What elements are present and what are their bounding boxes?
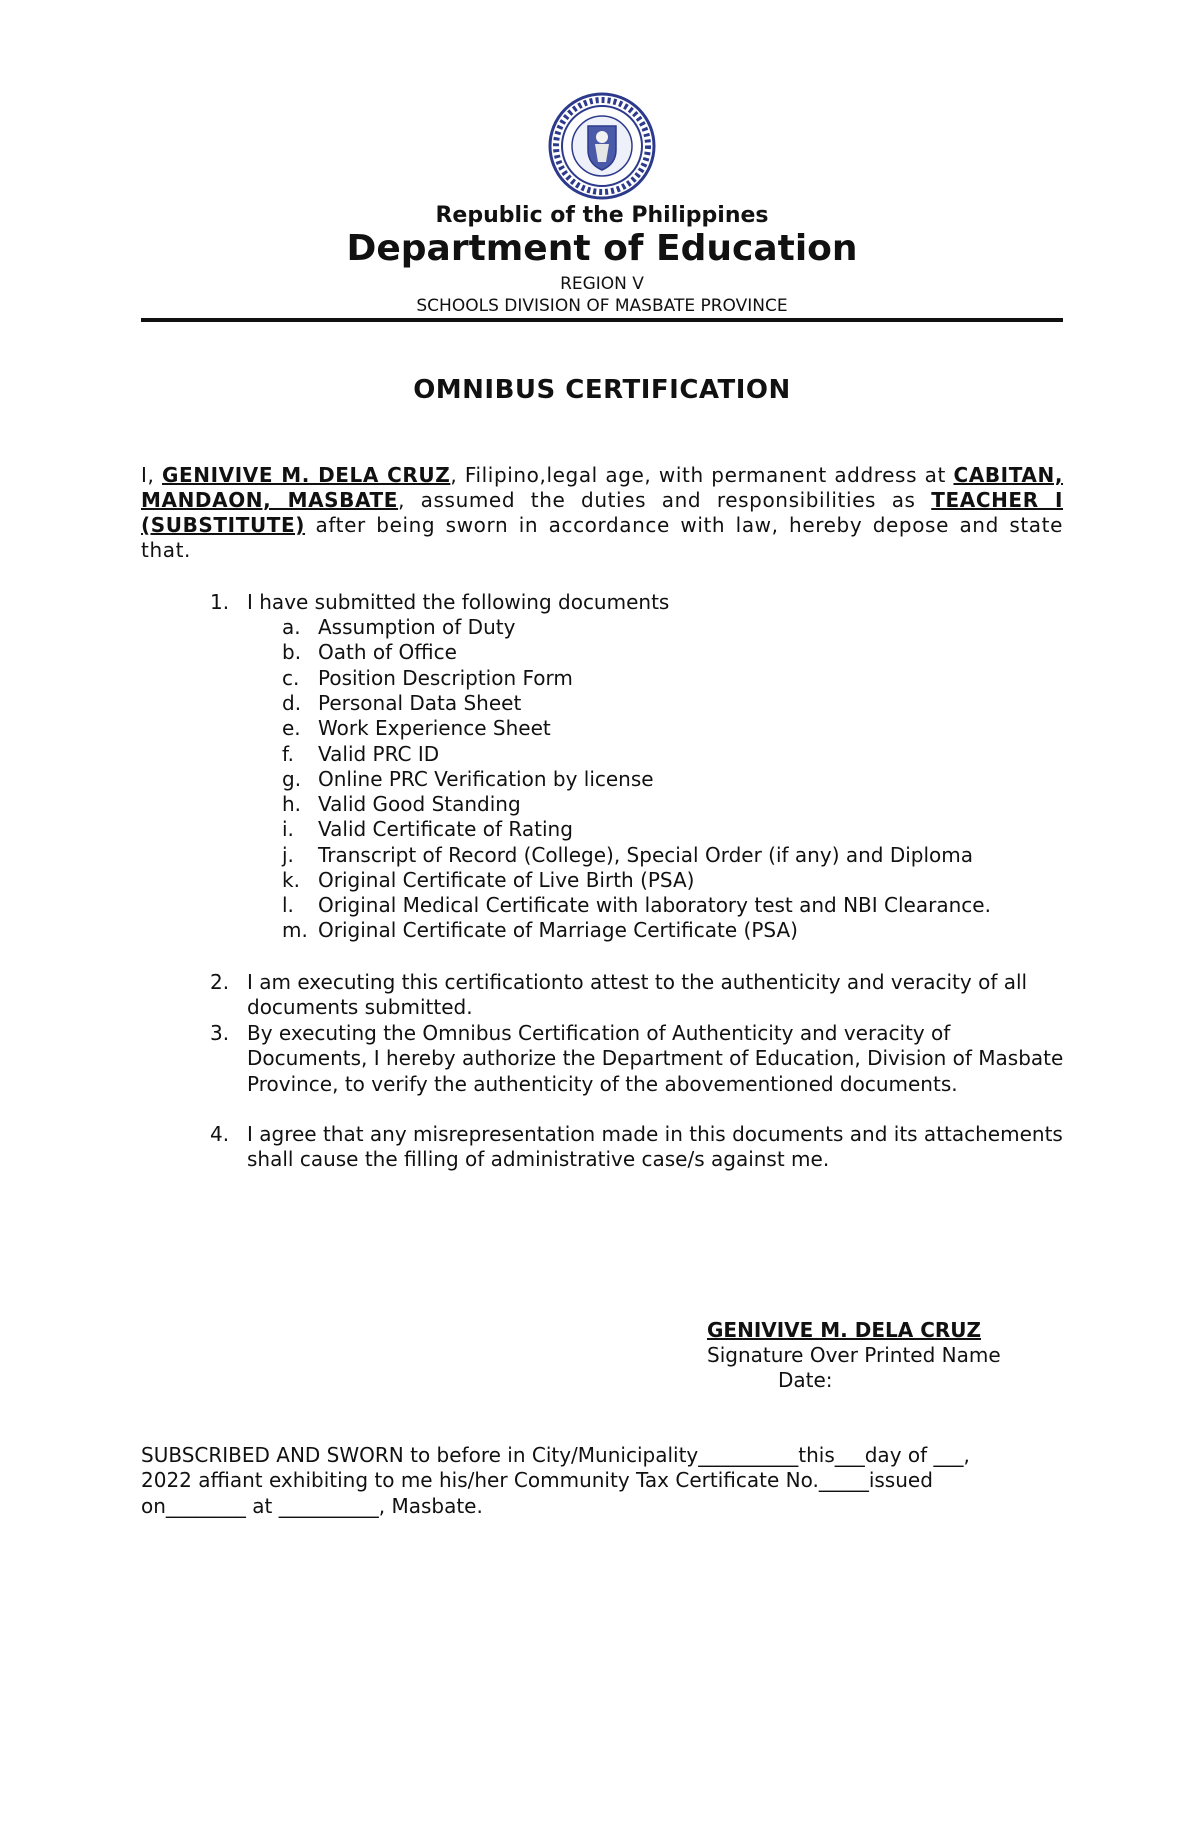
intro-text-4: after being sworn in accordance with law, hereby depose and state that. (141, 513, 1063, 562)
document-letter: a. (282, 615, 301, 639)
date-label: Date: (778, 1368, 833, 1392)
document-letter: d. (282, 691, 302, 715)
certification-title: OMNIBUS CERTIFICATION (413, 375, 791, 405)
jurat-line: on________ at __________, Masbate. (141, 1493, 483, 1518)
division-heading: SCHOOLS DIVISION OF MASBATE PROVINCE (416, 296, 788, 316)
item-number: 1. (210, 590, 230, 614)
document-item: Transcript of Record (College), Special Order (if any) and Diploma (318, 843, 974, 867)
intro-paragraph (141, 463, 1063, 563)
document-letter: m. (282, 918, 308, 942)
intro-text-1: I, (141, 463, 162, 487)
document-letter: i. (282, 817, 294, 841)
affiant-position: TEACHER I (SUBSTITUTE) (141, 488, 1063, 537)
document-letter: j. (282, 843, 294, 867)
affiant-name: GENIVIVE M. DELA CRUZ (162, 463, 451, 487)
document-item: Position Description Form (318, 666, 573, 690)
document-item: Original Certificate of Live Birth (PSA) (318, 868, 695, 892)
jurat-paragraph (141, 1443, 1061, 1519)
item-text: By executing the Omnibus Certification of Authenticity and veracity of Documents, I hereby authorize the Department of Education, Division of Masbate Province, to verify the authenticity of the abovementioned documents. (247, 1021, 1064, 1096)
document-letter: l. (282, 893, 294, 917)
document-letter: g. (282, 767, 302, 791)
item-number: 3. (210, 1021, 230, 1045)
header-divider (141, 318, 1063, 322)
document-letter: k. (282, 868, 300, 892)
document-item: Original Medical Certificate with laboratory test and NBI Clearance. (318, 893, 991, 917)
document-item: Valid Good Standing (318, 792, 521, 816)
deped-seal-logo (548, 92, 656, 200)
document-item: Valid PRC ID (318, 742, 440, 766)
department-heading: Department of Education (346, 228, 858, 269)
republic-heading: Republic of the Philippines (435, 203, 769, 228)
jurat-line: SUBSCRIBED AND SWORN to before in City/Municipality__________this___day of ___, (141, 1443, 970, 1467)
document-item: Assumption of Duty (318, 615, 516, 639)
region-heading: REGION V (560, 274, 644, 294)
document-item: Oath of Office (318, 640, 457, 664)
item-text: I am executing this certificationto attest to the authenticity and veracity of all documents submitted. (247, 970, 1028, 1020)
item-text: I agree that any misrepresentation made in this documents and its attachements shall cause the filling of administrative case/s against me. (247, 1122, 1063, 1172)
document-letter: f. (282, 742, 294, 766)
item-number: 4. (210, 1122, 230, 1146)
signature-label: Signature Over Printed Name (707, 1343, 1001, 1367)
document-letter: b. (282, 640, 302, 664)
intro-text-3: , assumed the duties and responsibilities as (398, 488, 932, 512)
document-item: Work Experience Sheet (318, 716, 551, 740)
intro-text-2: , Filipino,legal age, with permanent address at (450, 463, 954, 487)
document-item: Original Certificate of Marriage Certificate (PSA) (318, 918, 798, 942)
item-number: 2. (210, 970, 230, 994)
document-letter: e. (282, 716, 301, 740)
affiant-address: CABITAN, MANDAON, MASBATE (141, 463, 1064, 512)
document-letter: h. (282, 792, 302, 816)
signatory-name: GENIVIVE M. DELA CRUZ (707, 1318, 982, 1342)
document-item: Personal Data Sheet (318, 691, 522, 715)
item-text: I have submitted the following documents (247, 590, 670, 614)
jurat-line: 2022 affiant exhibiting to me his/her Community Tax Certificate No._____issued (141, 1468, 933, 1493)
document-letter: c. (282, 666, 300, 690)
document-item: Online PRC Verification by license (318, 767, 654, 791)
document-item: Valid Certificate of Rating (318, 817, 573, 841)
